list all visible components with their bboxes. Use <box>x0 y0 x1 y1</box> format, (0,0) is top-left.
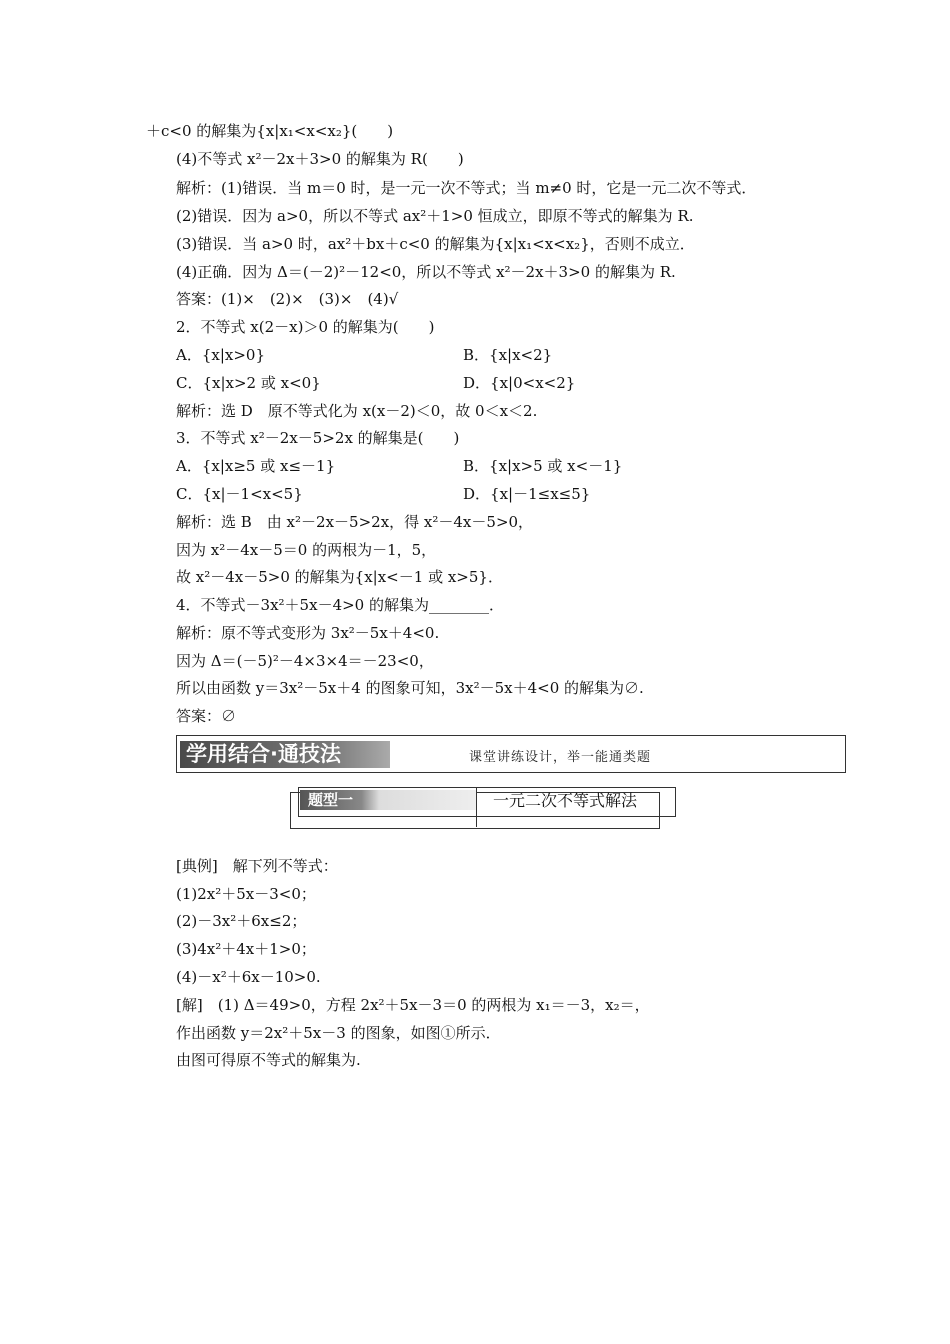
solution-line: 作出函数 y＝2x²＋5x－3 的图象，如图①所示． <box>176 1024 501 1042</box>
example-item: (1)2x²＋5x－3<0； <box>176 885 316 903</box>
answer-line: 答案：(1)× (2)× (3)× (4)√ <box>176 290 399 308</box>
text-line: 解析：原不等式变形为 3x²－5x＋4<0. <box>176 624 440 642</box>
question-2: 2．不等式 x(2－x)＞0 的解集为( ) <box>176 318 435 336</box>
text-line: (3)错误．当 a>0 时，ax²＋bx＋c<0 的解集为{x|x₁<x<x₂}，否则不成立． <box>176 235 695 253</box>
example-item: (2)－3x²＋6x≤2； <box>176 912 307 930</box>
option-d: D．{x|－1≤x≤5} <box>463 485 591 503</box>
topic-title: 一元二次不等式解法 <box>493 791 638 810</box>
text-line: 因为 Δ＝(－5)²－4×3×4＝－23<0， <box>176 652 434 670</box>
text-line: ＋c<0 的解集为{x|x₁<x<x₂}( ) <box>146 122 394 140</box>
topic-label: 题型一 <box>300 790 476 810</box>
option-a: A．{x|x≥5 或 x≤－1} <box>176 457 336 475</box>
example-item: (4)－x²＋6x－10>0. <box>176 968 321 986</box>
text-line: (2)错误．因为 a>0，所以不等式 ax²＋1>0 恒成立，即原不等式的解集为 R. <box>176 207 694 225</box>
section-banner <box>176 735 846 773</box>
text-line: (4)正确．因为 Δ＝(－2)²－12<0，所以不等式 x²－2x＋3>0 的解集为 R. <box>176 263 676 281</box>
option-d: D．{x|0<x<2} <box>463 374 576 392</box>
example-heading: [典例] 解下列不等式： <box>176 857 338 875</box>
solution-line: [解] (1) Δ＝49>0，方程 2x²＋5x－3＝0 的两根为 x₁＝－3，x₂＝， <box>176 996 650 1014</box>
banner-subtitle: 课堂讲练设计，举一能通类题 <box>469 750 652 765</box>
text-line: 解析：(1)错误．当 m＝0 时，是一元一次不等式；当 m≠0 时，它是一元二次不等式． <box>176 179 757 197</box>
example-item: (3)4x²＋4x＋1>0； <box>176 940 316 958</box>
banner-title: 学用结合·通技法 <box>180 741 390 768</box>
answer-line: 答案：∅ <box>176 707 237 725</box>
question-4: 4．不等式－3x²＋5x－4>0 的解集为________． <box>176 596 504 614</box>
option-b: B．{x|x>5 或 x<－1} <box>463 457 623 475</box>
question-3: 3．不等式 x²－2x－5>2x 的解集是( ) <box>176 429 460 447</box>
solution-line: 由图可得原不等式的解集为. <box>176 1051 361 1069</box>
option-c: C．{x|－1<x<5} <box>176 485 303 503</box>
option-c: C．{x|x>2 或 x<0} <box>176 374 321 392</box>
text-line: 解析：选 B 由 x²－2x－5>2x，得 x²－4x－5>0， <box>176 513 534 531</box>
text-line: 因为 x²－4x－5＝0 的两根为－1，5， <box>176 541 437 559</box>
text-line: 所以由函数 y＝3x²－5x＋4 的图象可知，3x²－5x＋4<0 的解集为∅. <box>176 679 644 697</box>
topic-header <box>290 787 675 829</box>
text-line: 故 x²－4x－5>0 的解集为{x|x<－1 或 x>5}． <box>176 568 503 586</box>
text-line: 解析：选 D 原不等式化为 x(x－2)＜0，故 0＜x＜2. <box>176 402 538 420</box>
option-a: A．{x|x>0} <box>176 346 266 364</box>
text-line: (4)不等式 x²－2x＋3>0 的解集为 R( ) <box>176 150 464 168</box>
option-b: B．{x|x<2} <box>463 346 553 364</box>
